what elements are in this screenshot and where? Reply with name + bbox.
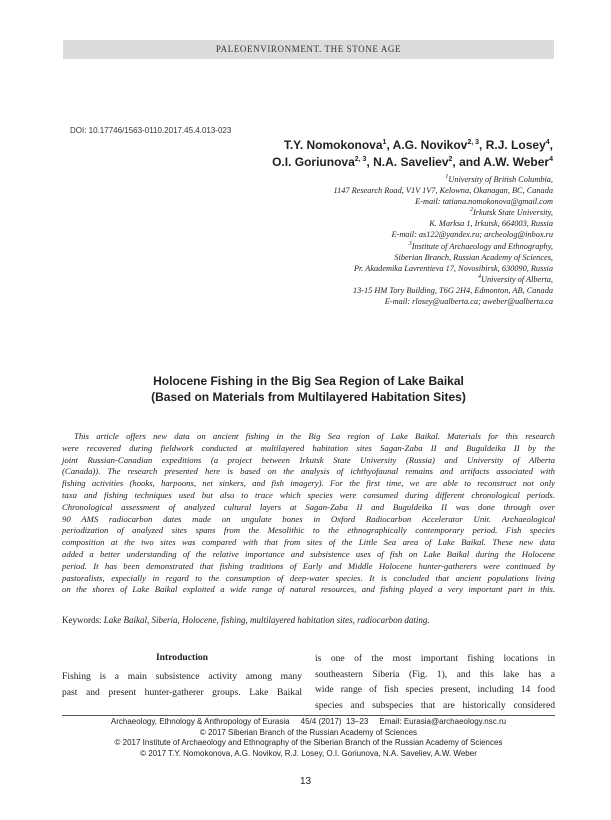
affiliation-line: $^1$University of British Columbia, xyxy=(445,174,553,184)
affiliation-email[interactable]: E-mail: tatiana.nomokonova@gmail.com xyxy=(415,197,553,207)
keywords-text: Lake Baikal, Siberia, Holocene, fishing, multilayered habitation sites, radiocarbon dating. xyxy=(103,615,430,625)
abstract-line: pastoralists, especially in regard to the consumption of deep-water species. It is concluded that ancient populations living xyxy=(62,572,555,583)
abstract-line: composition at the two sites was compared with that from sites of the Little Sea area of Lake Baikal. These new data xyxy=(62,537,555,548)
article-title xyxy=(63,373,554,405)
affiliation-line: 13-15 HM Tory Building, T6G 2H4, Edmonton, AB, Canada xyxy=(352,285,553,295)
keywords xyxy=(62,615,430,625)
abstract-line: 90 AMS radiocarbon dates made on ungulate bones in Oxford Radiocarbon Accelerator Unit. Archaeological xyxy=(62,513,555,524)
abstract-line: added a better understanding of the relative importance and subsistence uses of fish on Lake Baikal during the Holocene xyxy=(62,548,555,559)
abstract-line: (Canada)). The research presented here is based on the analysis of ichthyofaunal remains and artifacts associated with xyxy=(62,466,555,477)
abstract-line: This article offers new data on ancient fishing in the Big Sea region of Lake Baikal. Materials for this research xyxy=(74,431,555,441)
affiliation-email[interactable]: E-mail: as122@yandex.ru; archeolog@inbox.ru xyxy=(391,230,553,240)
copyright-line: © 2017 T.Y. Nomokonova, A.G. Novikov, R.J. Losey, O.I. Goriunova, N.A. Saveliev, A.W. Weber xyxy=(140,748,477,758)
title-line-1: Holocene Fishing in the Big Sea Region of Lake Baikal xyxy=(153,374,464,388)
author-affiliation-mark: 2, 3 xyxy=(354,156,367,163)
body-line: species and subspecies that are historically considered xyxy=(315,699,555,711)
abstract-line: were recovered during fieldwork conducted at multilayered habitation sites Sagan-Zaba II and Buguldeika II by the xyxy=(62,442,555,453)
abstract-line: periodization of analyzed sites spans from the Mesolithic to the ethnographically contemporary period. Fish species xyxy=(62,525,555,536)
author-name: O.I. Goriunova xyxy=(272,155,355,169)
doi[interactable]: DOI: 10.17746/1563-0110.2017.45.4.013-023 xyxy=(70,126,232,135)
author-affiliation-mark: 1 xyxy=(382,139,387,146)
journal-info: Archaeology, Ethnology & Anthropology of Eurasia 45/4 (2017) 13–23 Email: Eurasia@archaeology.nsc.ru xyxy=(110,717,507,726)
abstract-line: period. It has been demonstrated that fishing traditions of Early and Middle Holocene hunter-gatherers were continued by xyxy=(62,560,555,571)
affiliation-email[interactable]: E-mail: rlosey@ualberta.ca; aweber@ualberta.ca xyxy=(384,297,553,307)
affiliation-line: $^3$Institute of Archaeology and Ethnography, xyxy=(408,240,553,251)
affiliation-line: Siberian Branch, Russian Academy of Sciences, xyxy=(394,252,553,262)
author-affiliation-mark: 4 xyxy=(545,139,550,146)
keywords-label: Keywords: xyxy=(62,615,102,625)
author-name: A.G. Novikov xyxy=(392,138,468,152)
affiliation-line: 1147 Research Road, V1V 1V7, Kelowna, Okanagan, BC, Canada xyxy=(333,186,553,196)
author-name: N.A. Saveliev xyxy=(373,155,449,169)
footer xyxy=(62,717,555,759)
author-affiliation-mark: 2, 3 xyxy=(467,139,480,146)
affiliation-line: Pr. Akademika Lavrentieva 17, Novosibirsk, 630090, Russia xyxy=(353,263,553,273)
affiliation-line: K. Marksa 1, Irkutsk, 664003, Russia xyxy=(429,219,553,229)
author-line-1: T.Y. Nomokonova$^1$, A.G. Novikov$^{2, 3}$, R.J. Losey$^4$, xyxy=(283,138,553,152)
body-line: Fishing is a main subsistence activity among many xyxy=(62,671,302,682)
abstract-line: taxa and fishing techniques used but also to trace which species were consumed during different chronological periods. xyxy=(62,489,555,500)
copyright-line: © 2017 Institute of Archaeology and Ethnography of the Siberian Branch of the Russian Academy of Sciences xyxy=(114,738,503,748)
author-list xyxy=(272,137,553,171)
body-line: wide range of fish species present, including 14 food xyxy=(315,684,555,695)
body-line: southeastern Siberia (Fig. 1), and this lake has a xyxy=(315,668,555,680)
page-number: 13 xyxy=(299,776,312,787)
author-name: T.Y. Nomokonova xyxy=(283,138,383,152)
intro-left-column xyxy=(62,651,302,700)
abstract-line: on the shores of Lake Baikal exploited a wide range of natural resources, and fishing played a very important part in this. xyxy=(62,584,555,595)
abstract xyxy=(62,431,555,596)
abstract-line: Chronological assessment of analyzed cultural layers at Sagan-Zaba II and Buguldeika II was done through over xyxy=(62,501,555,512)
body-line: is one of the most important fishing locations in xyxy=(315,653,555,664)
section-header-text: PALEOENVIRONMENT. THE STONE AGE xyxy=(215,44,402,54)
intro-right-column xyxy=(315,651,555,713)
abstract-line: joint Russian-Canadian expeditions (a project between Irkutsk State University (Russia) and University of Alberta xyxy=(62,454,555,465)
affiliation-line: $^2$Irkutsk State University, xyxy=(470,207,553,218)
section-header-band xyxy=(63,40,554,59)
abstract-line: fishing activities (hooks, harpoons, net sinkers, and fish imagery). For the first time, we are able to reconstruct not only xyxy=(62,478,555,489)
author-line-2: O.I. Goriunova$^{2, 3}$, N.A. Saveliev$^2$, and A.W. Weber$^4$ xyxy=(272,155,553,169)
footer-divider xyxy=(62,715,555,716)
author-name: A.W. Weber xyxy=(483,155,550,169)
author-affiliation-mark: 2 xyxy=(448,156,453,163)
title-line-2: (Based on Materials from Multilayered Habitation Sites) xyxy=(151,390,466,404)
author-affiliation-mark: 4 xyxy=(549,156,553,163)
author-name: R.J. Losey xyxy=(485,138,546,152)
body-line: past and present hunter-gatherer groups. Lake Baikal xyxy=(62,686,302,698)
affiliations xyxy=(334,174,553,307)
intro-heading: Introduction xyxy=(155,652,209,663)
copyright-line: © 2017 Siberian Branch of the Russian Academy of Sciences xyxy=(199,727,418,737)
affiliation-line: $^4$University of Alberta, xyxy=(478,274,553,284)
